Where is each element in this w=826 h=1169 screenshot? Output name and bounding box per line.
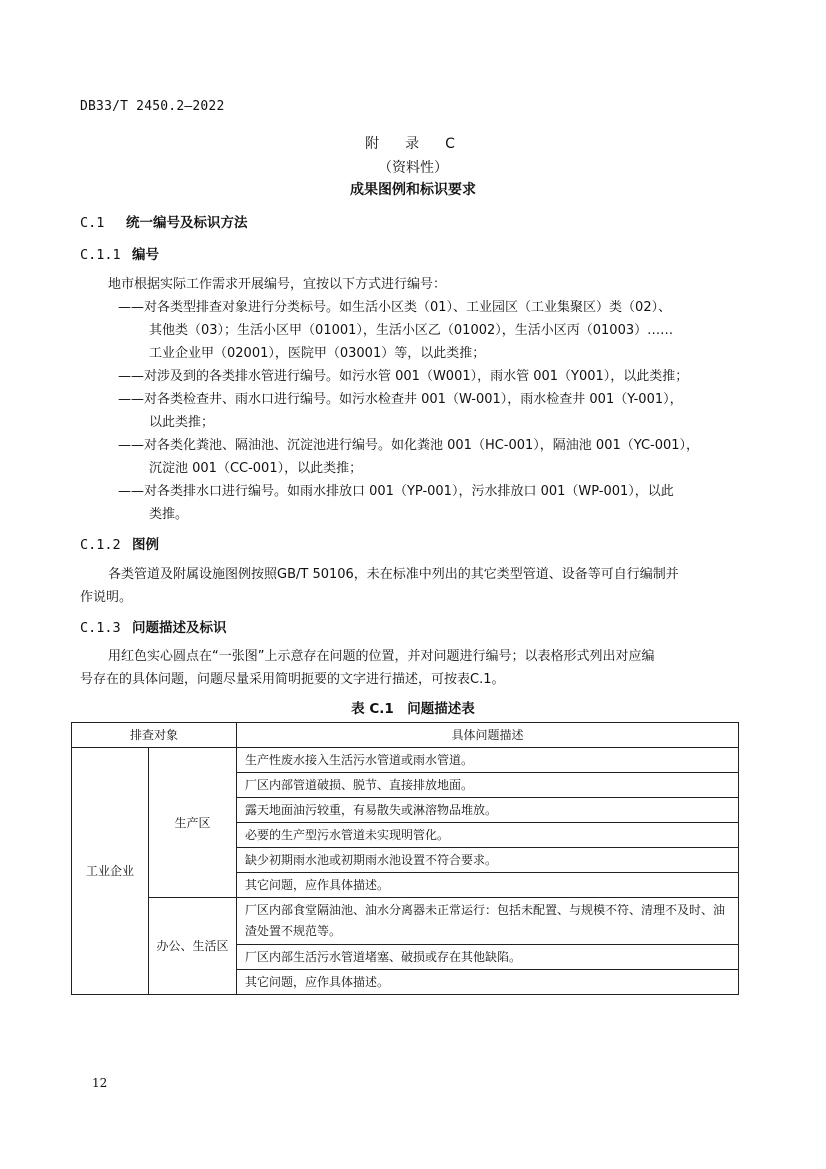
group-cell-production: 生产区 — [149, 748, 237, 898]
c11-line: ——对涉及到的各类排水管进行编号。如污水管 001（W001），雨水管 001（Y001），以此类推； — [118, 369, 689, 384]
section-c12-heading — [80, 533, 159, 553]
c11-line: 沉淀池 001（CC-001），以此类推； — [149, 461, 363, 476]
c11-line: 以此类推； — [149, 415, 215, 430]
c11-intro: 地市根据实际工作需求开展编号，宜按以下方式进行编号： — [108, 277, 447, 292]
header-problem-description: 具体问题描述 — [237, 723, 739, 748]
section-title: 统一编号及标识方法 — [126, 215, 248, 231]
section-title: 问题描述及标识 — [132, 620, 227, 636]
appendix-nature: （资料性） — [378, 160, 448, 176]
appendix-title: 成果图例和标识要求 — [350, 182, 476, 198]
section-c1-heading — [80, 211, 248, 231]
section-number: C.1.2 — [80, 537, 121, 553]
category-cell: 工业企业 — [72, 748, 149, 995]
problem-item: 厂区内部管道破损、脱节、直接排放地面。 — [237, 773, 739, 798]
c11-line: 类推。 — [149, 507, 189, 522]
header-inspection-object: 排查对象 — [72, 723, 237, 748]
section-number: C.1 — [80, 215, 105, 231]
problem-item: 其它问题，应作具体描述。 — [237, 873, 739, 898]
problem-item: 生产性废水接入生活污水管道或雨水管道。 — [237, 748, 739, 773]
problem-item: 必要的生产型污水管道未实现明管化。 — [237, 823, 739, 848]
section-number: C.1.1 — [80, 247, 121, 263]
table-header-row — [72, 723, 739, 748]
section-title: 编号 — [132, 247, 159, 263]
c11-line: 工业企业甲（02001），医院甲（03001）等，以此类推； — [149, 346, 486, 361]
table-caption: 表 C.1 问题描述表 — [351, 701, 475, 717]
problem-item: 厂区内部食堂隔油池、油水分离器未正常运行：包括未配置、与规模不符、清理不及时、油渣处置不规范等。 — [237, 898, 739, 945]
c13-line: 号存在的具体问题，问题尽量采用简明扼要的文字进行描述，可按表C.1。 — [80, 672, 505, 687]
c11-line: ——对各类型排查对象进行分类标号。如生活小区类（01）、工业园区（工业集聚区）类（02）、 — [118, 300, 672, 315]
section-number: C.1.3 — [80, 620, 121, 636]
c11-line: 其他类（03）；生活小区甲（01001），生活小区乙（01002），生活小区丙（01003）…… — [149, 323, 674, 338]
c12-line: 各类管道及附属设施图例按照GB/T 50106，未在标准中列出的其它类型管道、设备等可自行编制并 — [108, 567, 679, 582]
c11-line: ——对各类化粪池、隔油池、沉淀池进行编号。如化粪池 001（HC-001），隔油池 001（YC-001）， — [118, 438, 700, 453]
section-c13-heading — [80, 616, 227, 636]
problem-item: 其它问题，应作具体描述。 — [237, 970, 739, 995]
problem-item: 缺少初期雨水池或初期雨水池设置不符合要求。 — [237, 848, 739, 873]
section-c11-heading — [80, 243, 159, 263]
table-row — [72, 898, 739, 945]
problem-description-table — [71, 722, 739, 995]
group-cell-office-living: 办公、生活区 — [149, 898, 237, 995]
c12-line: 作说明。 — [80, 590, 133, 605]
appendix-label: 附 录 C — [365, 136, 461, 152]
page-number: 12 — [92, 1076, 108, 1090]
c11-line: ——对各类排水口进行编号。如雨水排放口 001（YP-001），污水排放口 001（WP-001），以此 — [118, 484, 674, 499]
table-row — [72, 748, 739, 773]
c13-line: 用红色实心圆点在“一张图”上示意存在问题的位置，并对问题进行编号；以表格形式列出对应编 — [108, 649, 655, 664]
problem-item: 露天地面油污较重，有易散失或淋溶物品堆放。 — [237, 798, 739, 823]
document-code: DB33/T 2450.2—2022 — [80, 99, 225, 114]
section-title: 图例 — [132, 537, 159, 553]
problem-item: 厂区内部生活污水管道堵塞、破损或存在其他缺陷。 — [237, 945, 739, 970]
c11-line: ——对各类检查井、雨水口进行编号。如污水检查井 001（W-001），雨水检查井 001（Y-001）， — [118, 392, 683, 407]
